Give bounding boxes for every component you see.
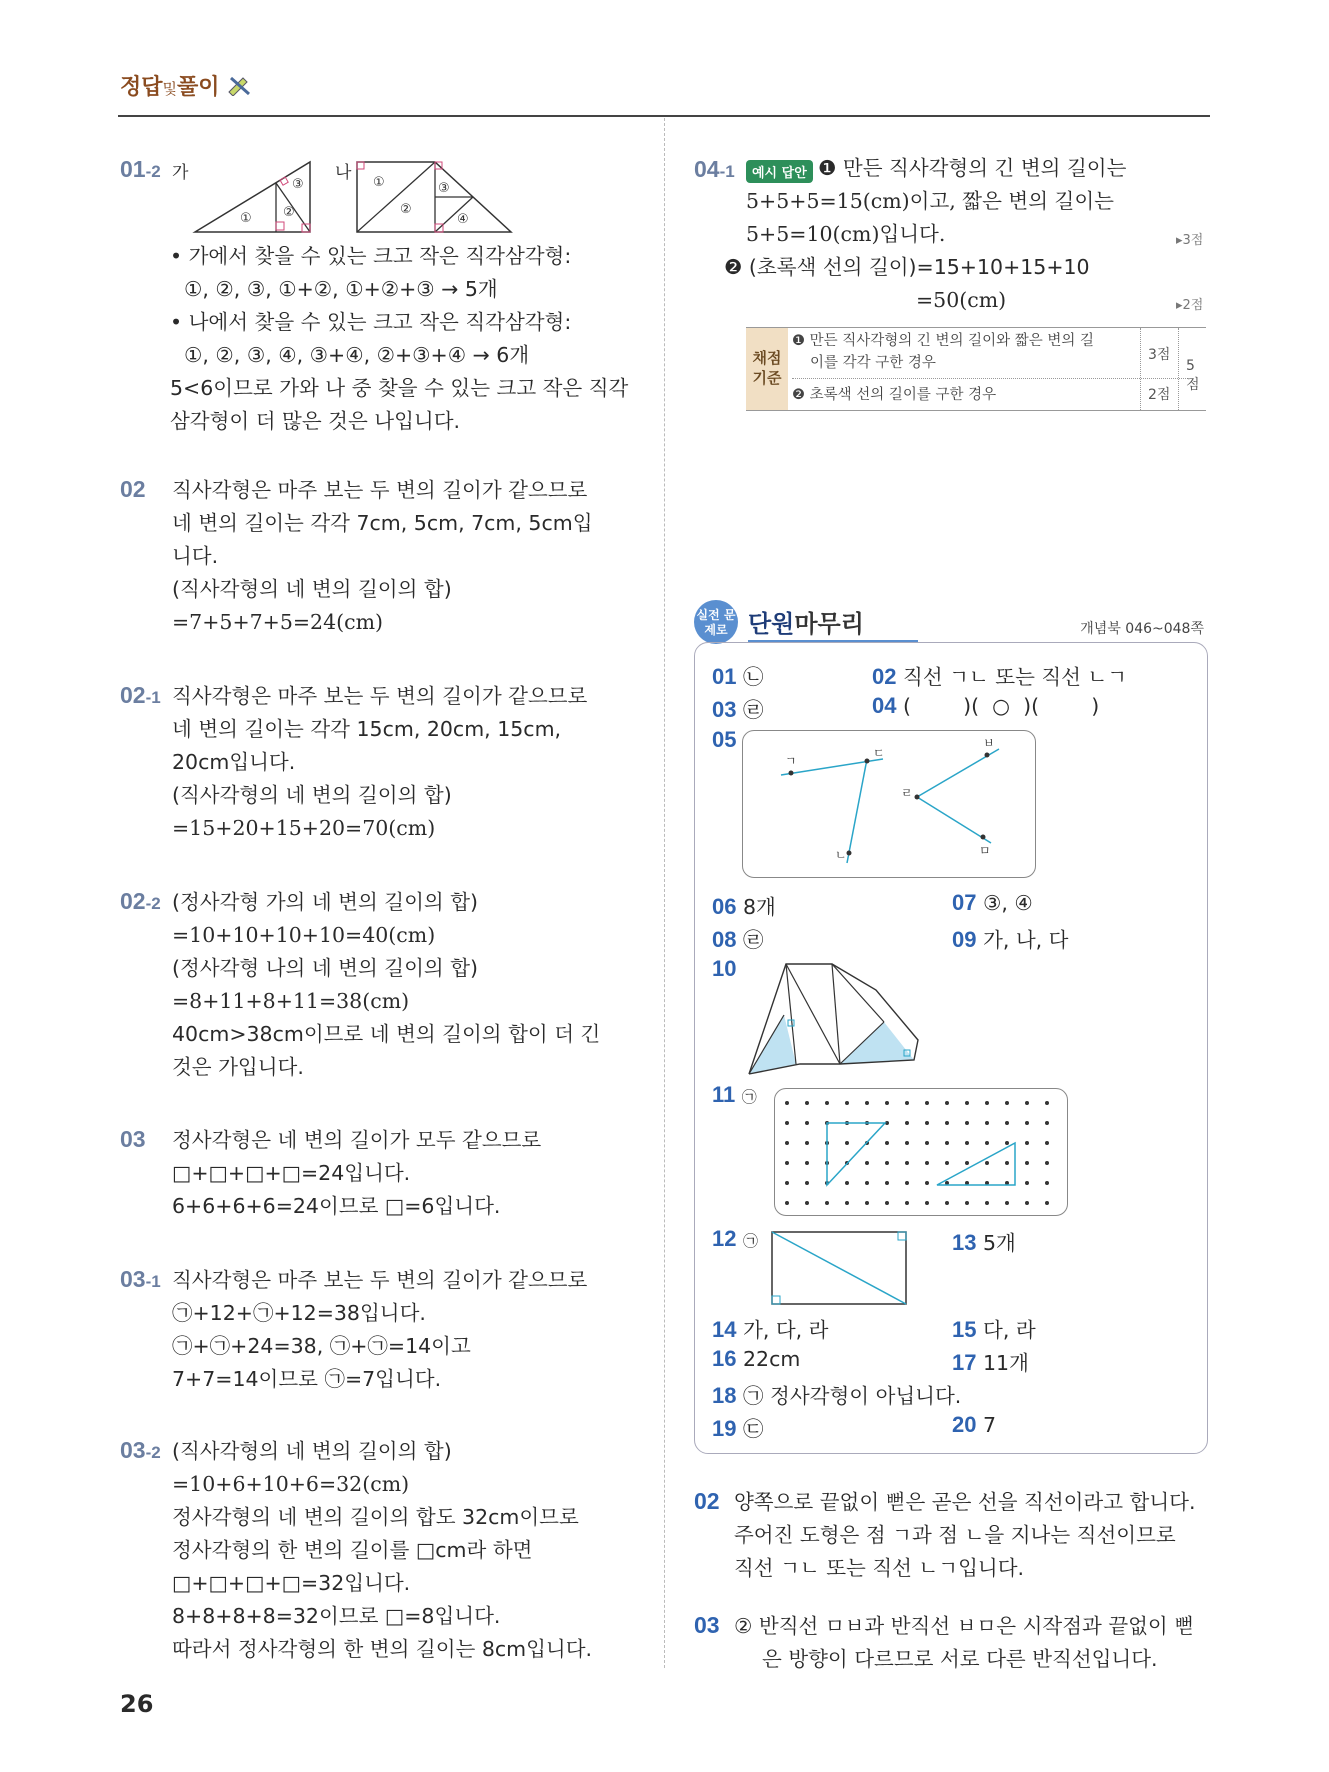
explanation-line: 직선 ㄱㄴ 또는 직선 ㄴㄱ입니다. — [734, 1556, 1025, 1580]
solution-line: 정사각형의 한 변의 길이를 □cm라 하면 — [172, 1538, 533, 1562]
grading-score: 3점 — [1148, 347, 1171, 363]
grid-dot — [805, 1101, 809, 1105]
grid-dot — [785, 1121, 789, 1125]
grid-dot — [985, 1121, 989, 1125]
solution-text — [746, 185, 1114, 251]
answer-item: 07 ③, ④ — [952, 890, 1033, 915]
pencil-ruler-icon — [227, 76, 251, 96]
header-title — [120, 70, 251, 101]
solution-text — [818, 152, 1126, 185]
triangle-figure-a — [190, 158, 320, 236]
solution-line: 네 변의 길이는 각각 15cm, 20cm, 15cm, — [172, 717, 562, 741]
answer-item: 03 ㉣ — [712, 697, 764, 722]
grid-dot — [1045, 1161, 1049, 1165]
grid-dot — [845, 1181, 849, 1185]
grid-dot — [805, 1201, 809, 1205]
answer-item: 10 — [712, 956, 737, 981]
svg-text:④: ④ — [457, 212, 469, 227]
grid-dot — [905, 1201, 909, 1205]
unit-badge: 실전 문제로 — [694, 600, 738, 644]
grid-dot — [805, 1121, 809, 1125]
grid-dot — [1025, 1101, 1029, 1105]
question-number: 02 — [120, 476, 146, 502]
answer-item: 14 가, 다, 라 — [712, 1317, 829, 1342]
grid-dot — [1005, 1121, 1009, 1125]
grid-dot — [945, 1101, 949, 1105]
solution-line: • 나에서 찾을 수 있는 크고 작은 직각삼각형: — [170, 310, 572, 334]
solution-line: 정사각형의 네 변의 길이의 합도 32cm이므로 — [172, 1505, 579, 1529]
grid-dot — [945, 1201, 949, 1205]
point-label: ㄴ — [835, 848, 847, 862]
svg-text:③: ③ — [438, 181, 450, 196]
question-number: 02 — [694, 1488, 720, 1514]
solution-text — [172, 886, 600, 1084]
grid-dot — [905, 1141, 909, 1145]
question-number: 03-1 — [120, 1266, 161, 1292]
solution-line: ㉠+㉠+24=38, ㉠+㉠=14이고 — [172, 1334, 471, 1358]
grid-dot — [1025, 1161, 1029, 1165]
solution-line: (정사각형 가의 네 변의 길이의 합) — [172, 890, 479, 914]
answer-item: 18 ㉠ 정사각형이 아닙니다. — [712, 1383, 962, 1408]
solution-line: 네 변의 길이는 각각 7cm, 5cm, 7cm, 5cm입 — [172, 511, 593, 535]
grid-dot — [985, 1141, 989, 1145]
svg-text:②: ② — [283, 205, 295, 220]
solution-line: ①, ②, ③, ①+②, ①+②+③ → 5개 — [184, 277, 498, 301]
solution-line: 7+7=14이므로 ㉠=7입니다. — [172, 1367, 442, 1391]
grid-dot — [1045, 1201, 1049, 1205]
solution-line: 직사각형은 마주 보는 두 변의 길이가 같으므로 — [172, 478, 588, 502]
grading-row-text: 이를 각각 구한 경우 — [810, 355, 936, 371]
solution-line: =10+10+10+10=40(cm) — [172, 923, 436, 947]
solution-line: 20cm입니다. — [172, 750, 296, 774]
header-title-part: 정답 — [120, 75, 163, 100]
solution-line: 것은 가입니다. — [172, 1055, 304, 1079]
solution-line: =7+5+7+5=24(cm) — [172, 610, 384, 634]
figure-12-rectangle — [770, 1230, 910, 1308]
grid-dot — [825, 1101, 829, 1105]
solution-line: 8+8+8+8=32이므로 □=8입니다. — [172, 1604, 501, 1628]
explanation-line: 은 방향이 다르므로 서로 다른 반직선입니다. — [762, 1647, 1158, 1671]
grid-dot — [785, 1201, 789, 1205]
explanation-line: 양쪽으로 끝없이 뻗은 곧은 선을 직선이라고 합니다. — [734, 1490, 1196, 1514]
solution-line: =10+6+10+6=32(cm) — [172, 1472, 410, 1496]
grading-label: 채점 기준 — [746, 328, 788, 410]
solution-line: • 가에서 찾을 수 있는 크고 작은 직각삼각형: — [170, 244, 572, 268]
question-number: 04-1 — [694, 156, 735, 182]
grid-dot — [885, 1141, 889, 1145]
answer-item: 04 ( )( ○ )( ) — [872, 693, 1100, 718]
solution-text — [172, 1264, 587, 1396]
grid-dot — [905, 1101, 909, 1105]
grid-dot — [1025, 1181, 1029, 1185]
grid-dot — [965, 1101, 969, 1105]
grid-dot — [785, 1161, 789, 1165]
solution-line: 직사각형은 마주 보는 두 변의 길이가 같으므로 — [172, 1268, 588, 1292]
question-number: 02-2 — [120, 888, 161, 914]
grid-dot — [965, 1201, 969, 1205]
grid-dot — [1025, 1121, 1029, 1125]
grid-dot — [1045, 1121, 1049, 1125]
dot-grid — [775, 1089, 1067, 1215]
grid-dot — [985, 1161, 989, 1165]
answer-item: 12 ㉠ — [712, 1226, 759, 1251]
answer-item: 01 ㉡ — [712, 664, 764, 689]
solution-line: 직사각형은 마주 보는 두 변의 길이가 같으므로 — [172, 684, 588, 708]
grid-dot — [885, 1201, 889, 1205]
question-number: 03 — [120, 1126, 146, 1152]
grid-dot — [865, 1181, 869, 1185]
grid-dot — [805, 1161, 809, 1165]
point-label: ㅂ — [983, 736, 995, 750]
answer-item: 11 ㉠ — [712, 1082, 757, 1107]
answer-item: 16 22cm — [712, 1346, 801, 1371]
grid-dot — [965, 1141, 969, 1145]
grid-dot — [1045, 1181, 1049, 1185]
header-title-mid: 및 — [162, 80, 178, 98]
explanation-line: 주어진 도형은 점 ㄱ과 점 ㄴ을 지나는 직선이므로 — [734, 1523, 1176, 1547]
solution-line: 5+5=10(cm)입니다. — [746, 222, 946, 246]
grid-dot — [885, 1181, 889, 1185]
column-divider — [664, 118, 665, 1668]
solution-text — [172, 680, 587, 845]
grid-dot — [1005, 1161, 1009, 1165]
grid-dot — [865, 1161, 869, 1165]
figure-11-dot-grid — [774, 1088, 1068, 1216]
answer-item: 15 다, 라 — [952, 1317, 1036, 1342]
answer-item: 06 8개 — [712, 894, 776, 919]
solution-text — [172, 474, 593, 639]
grid-dot — [925, 1201, 929, 1205]
grid-dot — [945, 1121, 949, 1125]
point-label: ㄹ — [901, 786, 913, 800]
solution-line: □+□+□+□=32입니다. — [172, 1571, 411, 1595]
question-number: 01-2 — [120, 156, 161, 182]
explanation-line: ② 반직선 ㅁㅂ과 반직선 ㅂㅁ은 시작점과 끝없이 뻗 — [734, 1614, 1195, 1638]
solution-line: (직사각형의 네 변의 길이의 합) — [172, 577, 452, 601]
grid-dot — [805, 1181, 809, 1185]
solution-text — [172, 1435, 592, 1666]
grid-dot — [845, 1101, 849, 1105]
grid-dot — [865, 1101, 869, 1105]
grid-dot — [985, 1201, 989, 1205]
svg-text:②: ② — [400, 202, 412, 217]
grid-dot — [805, 1141, 809, 1145]
grading-row — [792, 330, 1136, 374]
solution-text — [172, 1124, 541, 1223]
grid-dot — [965, 1121, 969, 1125]
unit-reference: 개념북 046~048쪽 — [1080, 621, 1204, 637]
answer-item: 20 7 — [952, 1412, 997, 1437]
answer-item: 09 가, 나, 다 — [952, 927, 1069, 952]
grid-dot — [925, 1121, 929, 1125]
svg-text:③: ③ — [292, 177, 304, 192]
solution-line: 정사각형은 네 변의 길이가 모두 같으므로 — [172, 1128, 542, 1152]
solution-line: 삼각형이 더 많은 것은 나입니다. — [170, 409, 461, 433]
grid-dot — [905, 1121, 909, 1125]
svg-text:①: ① — [240, 211, 252, 226]
grading-score: 2점 — [1148, 387, 1171, 403]
solution-line: =8+11+8+11=38(cm) — [172, 989, 410, 1013]
triangle-figure-b — [355, 158, 515, 236]
grading-total: 5점 — [1186, 358, 1200, 393]
unit-review-header — [694, 600, 1210, 644]
solution-line: ㉠+12+㉠+12=38입니다. — [172, 1301, 426, 1325]
grid-dot — [905, 1161, 909, 1165]
grid-dot — [1005, 1201, 1009, 1205]
grading-table — [746, 327, 1206, 411]
solution-line: ①, ②, ③, ④, ③+④, ②+③+④ → 6개 — [184, 343, 530, 367]
figure-05 — [742, 730, 1036, 878]
grid-dot — [1005, 1141, 1009, 1145]
grid-dot — [785, 1141, 789, 1145]
solution-line: 따라서 정사각형의 한 변의 길이는 8cm입니다. — [172, 1637, 593, 1661]
unit-title: 단원마무리 — [748, 610, 864, 638]
grid-dot — [865, 1201, 869, 1205]
question-number: 02-1 — [120, 682, 161, 708]
solution-line: (직사각형의 네 변의 길이의 합) — [172, 1439, 452, 1463]
point-label: ㄷ — [873, 746, 885, 760]
explanation-text — [734, 1486, 1195, 1585]
solution-line: ❶ 만든 직사각형의 긴 변의 길이는 — [818, 156, 1127, 180]
solution-line: 5+5+5=15(cm)이고, 짧은 변의 길이는 — [746, 189, 1114, 213]
answer-item: 19 ㉢ — [712, 1416, 764, 1441]
solution-line: =15+20+15+20=70(cm) — [172, 816, 436, 840]
point-label: ㅁ — [979, 844, 991, 858]
points-label: ▸2점 — [1176, 298, 1204, 313]
solution-line: =50(cm) — [916, 288, 1007, 312]
svg-text:①: ① — [373, 175, 385, 190]
grid-dot — [985, 1101, 989, 1105]
grid-dot — [1005, 1101, 1009, 1105]
grid-dot — [925, 1141, 929, 1145]
grid-dot — [1025, 1201, 1029, 1205]
grid-dot — [905, 1181, 909, 1185]
grid-dot — [925, 1161, 929, 1165]
explanation-text — [734, 1610, 1194, 1676]
grid-dot — [845, 1141, 849, 1145]
solution-line: ❷ (초록색 선의 길이)=15+10+15+10 — [724, 255, 1090, 279]
grid-dot — [1025, 1141, 1029, 1145]
question-number: 03-2 — [120, 1437, 161, 1463]
header-divider — [118, 115, 1210, 117]
solution-line: 니다. — [172, 544, 219, 568]
solution-text — [724, 251, 1090, 317]
grid-dot — [925, 1101, 929, 1105]
solution-line: 5<6이므로 가와 나 중 찾을 수 있는 크고 작은 직각 — [170, 376, 629, 400]
point-label: ㄱ — [785, 754, 797, 768]
grid-dot — [785, 1101, 789, 1105]
answer-item: 17 11개 — [952, 1350, 1029, 1375]
question-number: 03 — [694, 1612, 720, 1638]
grading-row-text: ❷ 초록색 선의 길이를 구한 경우 — [792, 387, 997, 403]
solution-line: (직사각형의 네 변의 길이의 합) — [172, 783, 452, 807]
grid-dot — [945, 1161, 949, 1165]
answer-item: 13 5개 — [952, 1230, 1016, 1255]
figure-label-a: 가 — [172, 163, 189, 183]
page-number: 26 — [120, 1690, 154, 1718]
grid-dot — [945, 1141, 949, 1145]
figure-10-triangles — [744, 960, 924, 1080]
solution-line: 40cm>38cm이므로 네 변의 길이의 합이 더 긴 — [172, 1022, 601, 1046]
header-title-part: 풀이 — [177, 75, 220, 100]
grid-dot — [825, 1201, 829, 1205]
solution-line: (정사각형 나의 네 변의 길이의 합) — [172, 956, 479, 980]
grid-dot — [965, 1161, 969, 1165]
solution-text — [170, 240, 628, 438]
grid-dot — [1045, 1101, 1049, 1105]
example-answer-tag: 예시 답안 — [746, 160, 813, 184]
grid-dot — [885, 1101, 889, 1105]
solution-line: 6+6+6+6=24이므로 □=6입니다. — [172, 1194, 501, 1218]
grid-dot — [785, 1181, 789, 1185]
grid-dot — [1045, 1141, 1049, 1145]
grading-row-text: ❶ 만든 직사각형의 긴 변의 길이와 짧은 변의 길 — [792, 333, 1094, 349]
grid-dot — [925, 1181, 929, 1185]
solution-line: □+□+□+□=24입니다. — [172, 1161, 411, 1185]
lines-diagram — [743, 731, 1035, 877]
figure-label-b: 나 — [335, 163, 352, 183]
answer-item: 02 직선 ㄱㄴ 또는 직선 ㄴㄱ — [872, 664, 1128, 689]
grid-dot — [885, 1161, 889, 1165]
answer-item: 08 ㉣ — [712, 927, 764, 952]
grid-dot — [845, 1201, 849, 1205]
answer-item: 05 — [712, 727, 737, 752]
points-label: ▸3점 — [1176, 233, 1204, 248]
